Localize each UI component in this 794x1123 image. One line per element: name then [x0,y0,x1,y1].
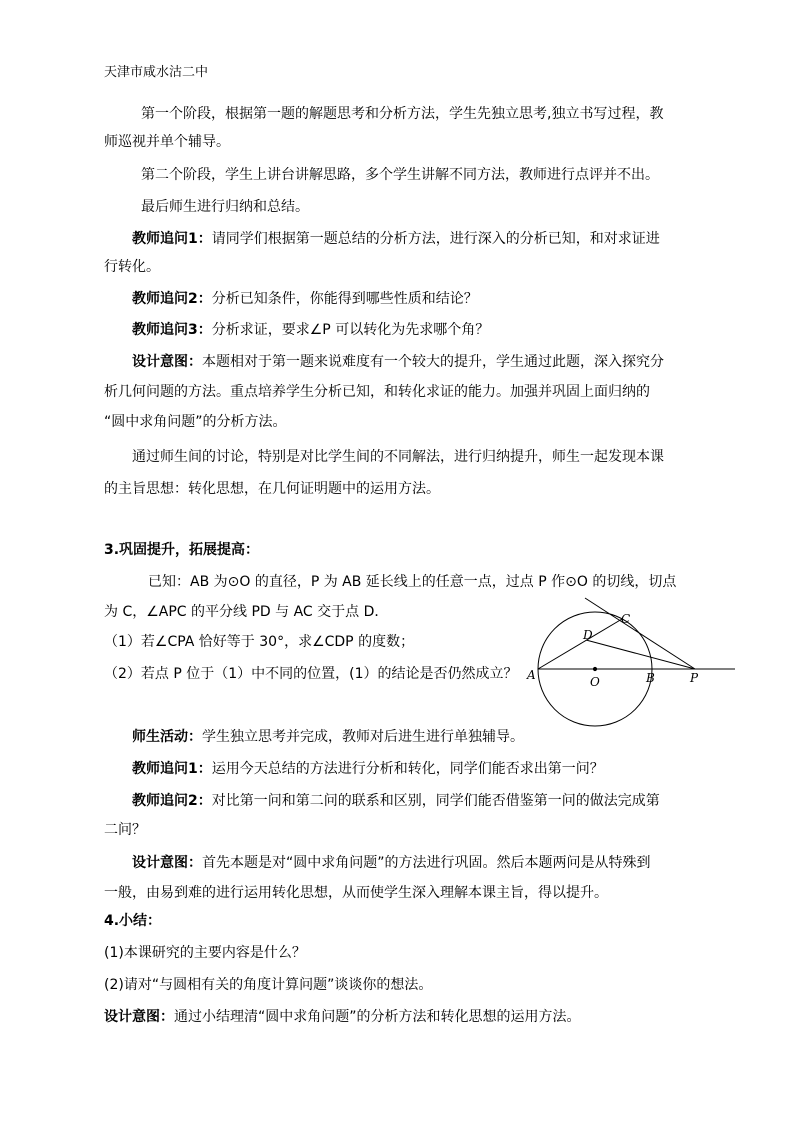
teacher-student-activity [132,727,524,747]
design-intent-3-text: 通过小结理清“圆中求角问题”的分析方法和转化思想的运用方法。 [174,1009,581,1025]
design-intent-3 [104,1007,581,1027]
label-b: B [646,671,655,685]
followup-question-2-text: 对比第一问和第二问的联系和区别，同学们能否借鉴第一问的做法完成第 [211,793,660,809]
teacher-question-2 [132,289,478,309]
followup-question-2-label: 教师追问2： [132,793,212,809]
discussion-line1: 通过师生间的讨论，特别是对比学生间的不同解法，进行归纳提升，师生一起发现本课 [132,449,664,465]
teacher-question-1-cont: 行转化。 [104,259,160,275]
problem-given-line2: 为 C，∠APC 的平分线 PD 与 AC 交于点 D． [104,604,389,620]
section-4-heading: 4.小结： [104,913,162,929]
label-o: O [590,675,600,689]
tangent-line-pc [585,598,695,669]
problem-item-1: （1）若∠CPA 恰好等于 30°，求∠CDP 的度数； [104,634,415,650]
design-intent-2 [132,853,651,873]
section-3-heading: 3.巩固提升，拓展提高： [104,542,260,558]
teacher-question-1 [132,229,660,249]
activity-text: 学生独立思考并完成，教师对后进生进行单独辅导。 [202,729,524,745]
design-intent-1-text: 本题相对于第一题来说难度有一个较大的提升，学生通过此题，深入探究分 [202,354,664,370]
design-intent-1-line3: “圆中求角问题”的分析方法。 [104,414,287,430]
paragraph-stage1-line1: 第一个阶段，根据第一题的解题思考和分析方法，学生先独立思考,独立书写过程，教 [141,106,664,122]
design-intent-1 [132,352,664,372]
paragraph-summary: 最后师生进行归纳和总结。 [141,199,309,215]
teacher-question-3-text: 分析求证，要求∠P 可以转化为先求哪个角？ [211,322,490,338]
summary-item-1: (1)本课研究的主要内容是什么？ [104,945,306,961]
teacher-question-1-label: 教师追问1： [132,231,212,247]
followup-question-2-cont: 二问？ [104,822,146,838]
problem-given-line1: 已知：AB 为⊙O 的直径，P 为 AB 延长线上的任意一点，过点 P 作⊙O 的切线，切点 [148,574,677,590]
followup-question-1-label: 教师追问1： [132,761,212,777]
label-c: C [621,612,631,626]
teacher-question-3-label: 教师追问3： [132,322,212,338]
segment-ac [538,619,622,669]
design-intent-2-label: 设计意图： [132,855,202,871]
design-intent-1-line2: 析几何问题的方法。重点培养学生分析已知，和转化求证的能力。加强并巩固上面归纳的 [104,384,650,400]
summary-item-2: (2)请对“与圆相有关的角度计算问题”谈谈你的想法。 [104,977,433,993]
center-point-o [593,667,596,670]
paragraph-stage1-line2: 师巡视并单个辅导。 [104,134,230,150]
followup-question-1 [132,759,604,779]
teacher-question-1-text: 请同学们根据第一题总结的分析方法，进行深入的分析已知，和对求证进 [211,231,660,247]
geometry-figure [525,598,735,728]
design-intent-2-text: 首先本题是对“圆中求角问题”的方法进行巩固。然后本题两问是从特殊到 [202,855,651,871]
label-p: P [690,671,699,685]
paragraph-stage2: 第二个阶段，学生上讲台讲解思路，多个学生讲解不同方法，教师进行点评并不出。 [141,167,659,183]
design-intent-2-line2: 一般，由易到难的进行运用转化思想，从而使学生深入理解本课主旨，得以提升。 [104,885,608,901]
design-intent-3-label: 设计意图： [104,1009,174,1025]
label-a: A [527,668,536,682]
problem-item-2: （2）若点 P 位于（1）中不同的位置，(1）的结论是否仍然成立？ [104,666,518,682]
teacher-question-2-text: 分析已知条件，你能得到哪些性质和结论？ [211,291,478,307]
activity-label: 师生活动： [132,729,202,745]
bisector-pd [586,640,695,669]
teacher-question-3 [132,320,489,340]
page-header: 天津市咸水沽二中 [104,65,209,80]
followup-question-1-text: 运用今天总结的方法进行分析和转化，同学们能否求出第一问？ [211,761,604,777]
followup-question-2 [132,791,660,811]
design-intent-1-label: 设计意图： [132,354,202,370]
discussion-line2: 的主旨思想：转化思想，在几何证明题中的运用方法。 [104,481,440,497]
label-d: D [583,628,593,642]
teacher-question-2-label: 教师追问2： [132,291,212,307]
